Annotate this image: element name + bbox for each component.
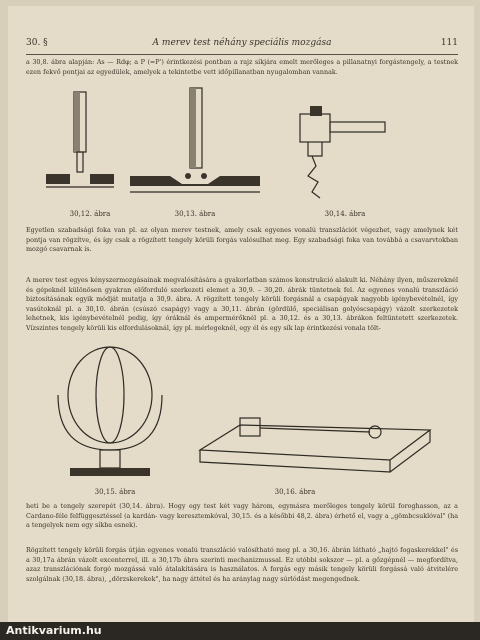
caption-30-14: 30,14. ábra [324, 210, 366, 218]
paragraph-4: heti be a tengely szerepét (30,14. ábra). Hogy egy test két vagy három, egymásra merőleges tengely körül foroghasson, az a Cardano-féle felfüggesztéssel (a kardán- vagy keresztemkóval, 30,15. és a későbbi 48,2. ábra) érhető el, vagy a „gömbcsuklóval" (ha a tengelyek nem egy síkba esnek). [26, 502, 458, 530]
header-rule [26, 54, 458, 55]
watermark-banner: Antikvarium.hu [0, 622, 480, 640]
figure-30-14 [290, 96, 400, 206]
paragraph-1: a 30,8. ábra alapján: As — Rdφ; a P (=P') érintkezési pontban a rajz síkjára emelt merőleges a pillanatnyi forgástengely, a testnek ezen fekvő pontjai az egyedülek, amelyek a tekintetbe vett időpillanatban nyugalomban vannak. [26, 58, 458, 76]
paragraph-3: A merev test egyes kényszermozgásainak megvalósítására a gyakorlatban számos konstrukció alakult ki. Néhány ilyen, műszereknél és gépeknél különösen gyakran előforduló szerkezeti elemet a 30,9. – 30,20. ábrák tüntetnek fel. Az egyenes vonalú transzláció biztosításának egyik módját mutatja a 30,9. ábra. A rögzített tengely körüli forgásnál a csapágyak nagyobb igénybevételnél, így vasútoknál pl. a 30,10. ábrán (csúszó csapágy) vagy a 30,11. ábrán (gördülő, speciálisan golyóscsapágy) vázolt szerkezetek lehetnek, kis igénybevételnél pedig, így óráknál és ampermérőknél pl. a 30,12. és a 30,13. ábrákon feltüntetett szerkezetek. Vízszintes tengely körüli kis elfordulásoknál, így pl. mérlegeknél, egy él és egy sík lap érintkezési vonala tölt- [26, 276, 458, 332]
running-header [26, 38, 458, 52]
paragraph-2: Egyetlen szabadsági foka van pl. az olyan merev testnek, amely csak egyenes vonalú transzlációt végezhet, vagy amelynek két pontja van rögzítve, és így csak a rögzített tengely körüli forgás valósulhat meg. Egy szabadsági foka van továbbá a csavarvtokban mozgó csavarnak is. [26, 226, 458, 254]
section-number: 30. § [26, 38, 48, 48]
caption-30-12: 30,12. ábra [69, 210, 111, 218]
running-title: A merev test néhány speciális mozgása [152, 38, 332, 48]
caption-30-15: 30,15. ábra [94, 488, 136, 496]
page-number: 111 [440, 38, 458, 48]
caption-30-13: 30,13. ábra [174, 210, 216, 218]
figure-30-15 [40, 340, 180, 480]
figure-30-16 [200, 410, 440, 480]
figure-30-12 [46, 92, 116, 202]
figure-30-13 [130, 88, 260, 203]
paragraph-5: Rögzített tengely körüli forgás útján egyenes vonalú transzláció valósítható meg pl. a 30,16. ábrán látható „hajtó fogaskerekkel" és a 30,17a ábrán vázolt excenterrel, ill. a 30,17b ábra szerinti mechanizmussal. Ez utóbbi sokszor — pl. a gőzgépnél — megfordítva, azaz transzlációnak forgó mozgássá való átalakítására is használatos. A forgás egy másik tengely körüli forgássá való átvitelére szolgálnak (30,18. ábra), „dörzskerekek", ha nagy áttétel és ha aránylag nagy súrlódást megengednek. [26, 546, 458, 583]
caption-30-16: 30,16. ábra [274, 488, 316, 496]
